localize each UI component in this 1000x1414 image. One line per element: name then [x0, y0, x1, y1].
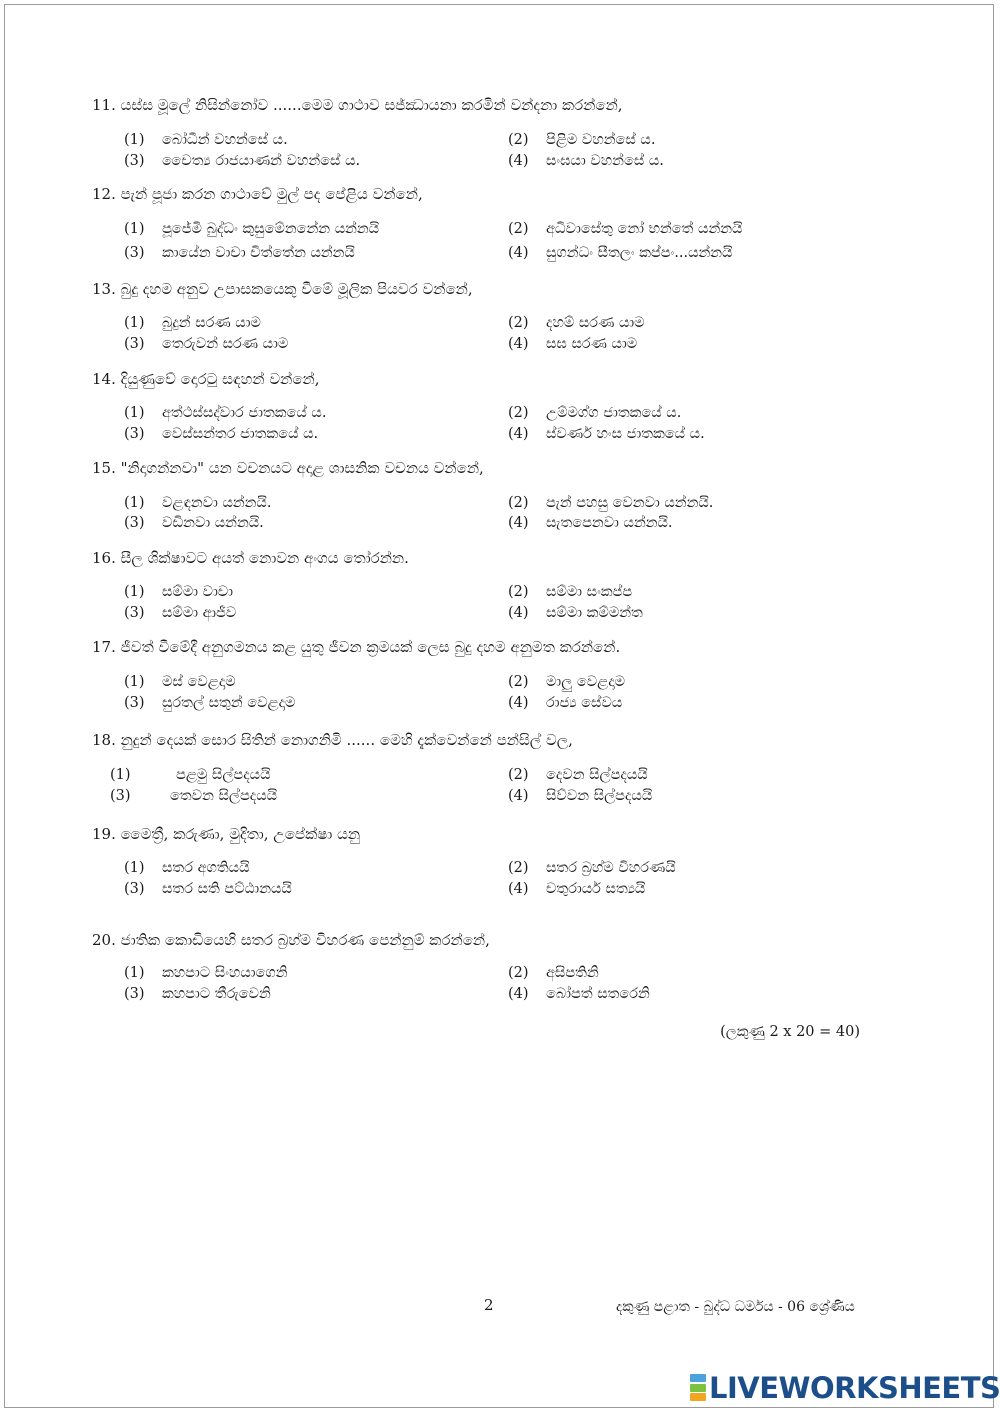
footer-title: දකුණු පළාත - බුද්ධ ධර්මය - 06 ශ්‍රේණිය [616, 1299, 855, 1315]
question-text: 15. "නිදාගන්නවා" යන වචනයට අදාළ ශාසනික වචනය වන්නේ, [92, 459, 484, 477]
question-text: 20. ජාතික කොඩියෙහි සතර බ්‍රහ්ම විහරණ පෙන්නුම් කරන්නේ, [92, 931, 490, 949]
logo-text: LIVEWORKSHEETS [709, 1371, 1000, 1405]
question-text: 18. නුදුන් දෙයක් සොර සිතින් නොගනිමි ...... මෙහි දැක්වෙන්නේ පන්සිල් වල, [92, 731, 573, 749]
question-text: 12. පැන් පූජා කරන ගාථාවේ මුල් පද පේළිය වන්නේ, [92, 185, 423, 203]
logo-icon [690, 1374, 706, 1402]
question-text: 17. ජීවත් වීමේදී අනුගමනය කළ යුතු ජීවන ක්‍රමයක් ලෙස බුදු දහම අනුමත කරන්නේ. [92, 638, 621, 656]
liveworksheets-logo[interactable] [690, 1372, 1000, 1404]
question-text: 11. යස්ස මූලේ නිසින්නෝව ......මෙම ගාථාව සජ්ඣායනා කරමින් වන්දනා කරන්නේ, [92, 96, 623, 114]
page-number: 2 [484, 1296, 494, 1314]
question-text: 14. දියුණුවේ දොරටු සඳහන් වන්නේ, [92, 370, 320, 388]
question-text: 19. මෛත්‍රී, කරුණා, මුදිතා, උපේක්ෂා යනු [92, 825, 361, 843]
question-text: 13. බුදු දහම අනුව උපාසකයෙකු වීමේ මූලික පියවර වන්නේ, [92, 280, 473, 298]
marks-note: (ලකුණු 2 x 20 = 40) [720, 1024, 860, 1040]
question-text: 16. සීල ශික්ෂාවට අයත් නොවන අංගය තෝරන්න. [92, 549, 409, 567]
page-border [4, 4, 994, 1408]
